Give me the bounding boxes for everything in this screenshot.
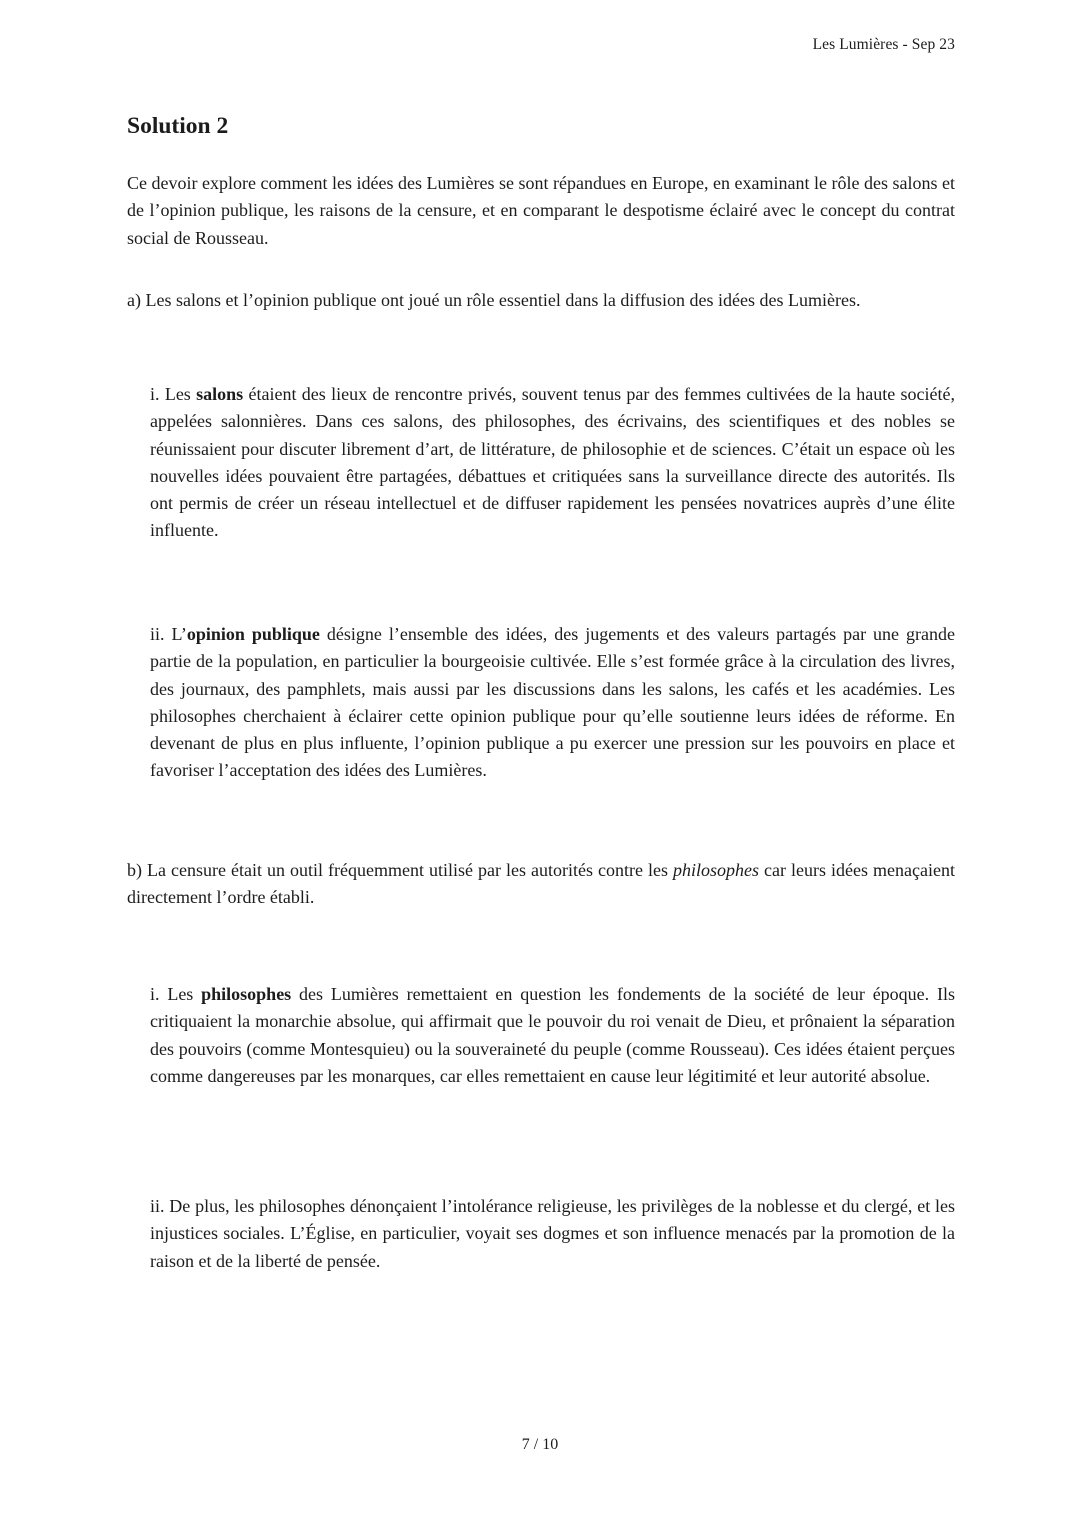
page-number: 7 / 10 <box>521 1436 559 1453</box>
item-b-paragraph: b) La censure était un outil fréquemment utilisé par les autorités contre les philosophes car leurs idées menaçaient directement l’ordre établi. <box>127 860 955 908</box>
item-b-sub-i-paragraph: i. Les philosophes des Lumières remettaient en question les fondements de la société de leur époque. Ils critiquaient la monarchie absolue, qui affirmait que le pouvoir du roi venait de Dieu, et prônaient la séparation des pouvoirs (comme Montesquieu) ou la souveraineté du peuple (comme Rousseau). Ces idées étaient perçues comme dangereuses par les monarques, car elles remettaient en cause leur légitimité et leur autorité absolue. <box>150 984 955 1086</box>
item-a-paragraph: a) Les salons et l’opinion publique ont joué un rôle essentiel dans la diffusion des idées des Lumières. <box>127 290 861 310</box>
item-b-sub-ii-paragraph: ii. De plus, les philosophes dénonçaient l’intolérance religieuse, les privilèges de la noblesse et du clergé, et les injustices sociales. L’Église, en particulier, voyait ses dogmes et son influence menacés par la promotion de la raison et de la liberté de pensée. <box>150 1196 955 1271</box>
item-a-sub-ii-paragraph: ii. L’opinion publique désigne l’ensemble des idées, des jugements et des valeurs partagés par une grande partie de la population, en particulier la bourgeoisie cultivée. Elle s’est formée grâce à la circulation des livres, des journaux, des pamphlets, mais aussi par les discussions dans les salons, les cafés et les académies. Les philosophes cherchaient à éclairer cette opinion publique pour qu’elle soutienne leurs idées de réforme. En devenant de plus en plus influente, l’opinion publique a pu exercer une pression sur les pouvoirs en place et favoriser l’acceptation des idées des Lumières. <box>150 624 955 781</box>
item-a-sub-i-paragraph: i. Les salons étaient des lieux de rencontre privés, souvent tenus par des femmes cultivées de la haute société, appelées salonnières. Dans ces salons, des philosophes, des écrivains, des scientifiques et des nobles se réunissaient pour discuter librement d’art, de littérature, de philosophie et de sciences. C’était un espace où les nouvelles idées pouvaient être partagées, débattues et critiquées sans la surveillance directe des autorités. Ils ont permis de créer un réseau intellectuel et de diffuser rapidement les pensées novatrices auprès d’une élite influente. <box>150 384 956 541</box>
intro-paragraph: Ce devoir explore comment les idées des Lumières se sont répandues en Europe, en examinant le rôle des salons et de l’opinion publique, les raisons de la censure, et en comparant le despotisme éclairé avec le concept du contrat social de Rousseau. <box>127 173 955 248</box>
page-title: Solution 2 <box>127 113 229 139</box>
running-header: Les Lumières - Sep 23 <box>812 36 955 53</box>
